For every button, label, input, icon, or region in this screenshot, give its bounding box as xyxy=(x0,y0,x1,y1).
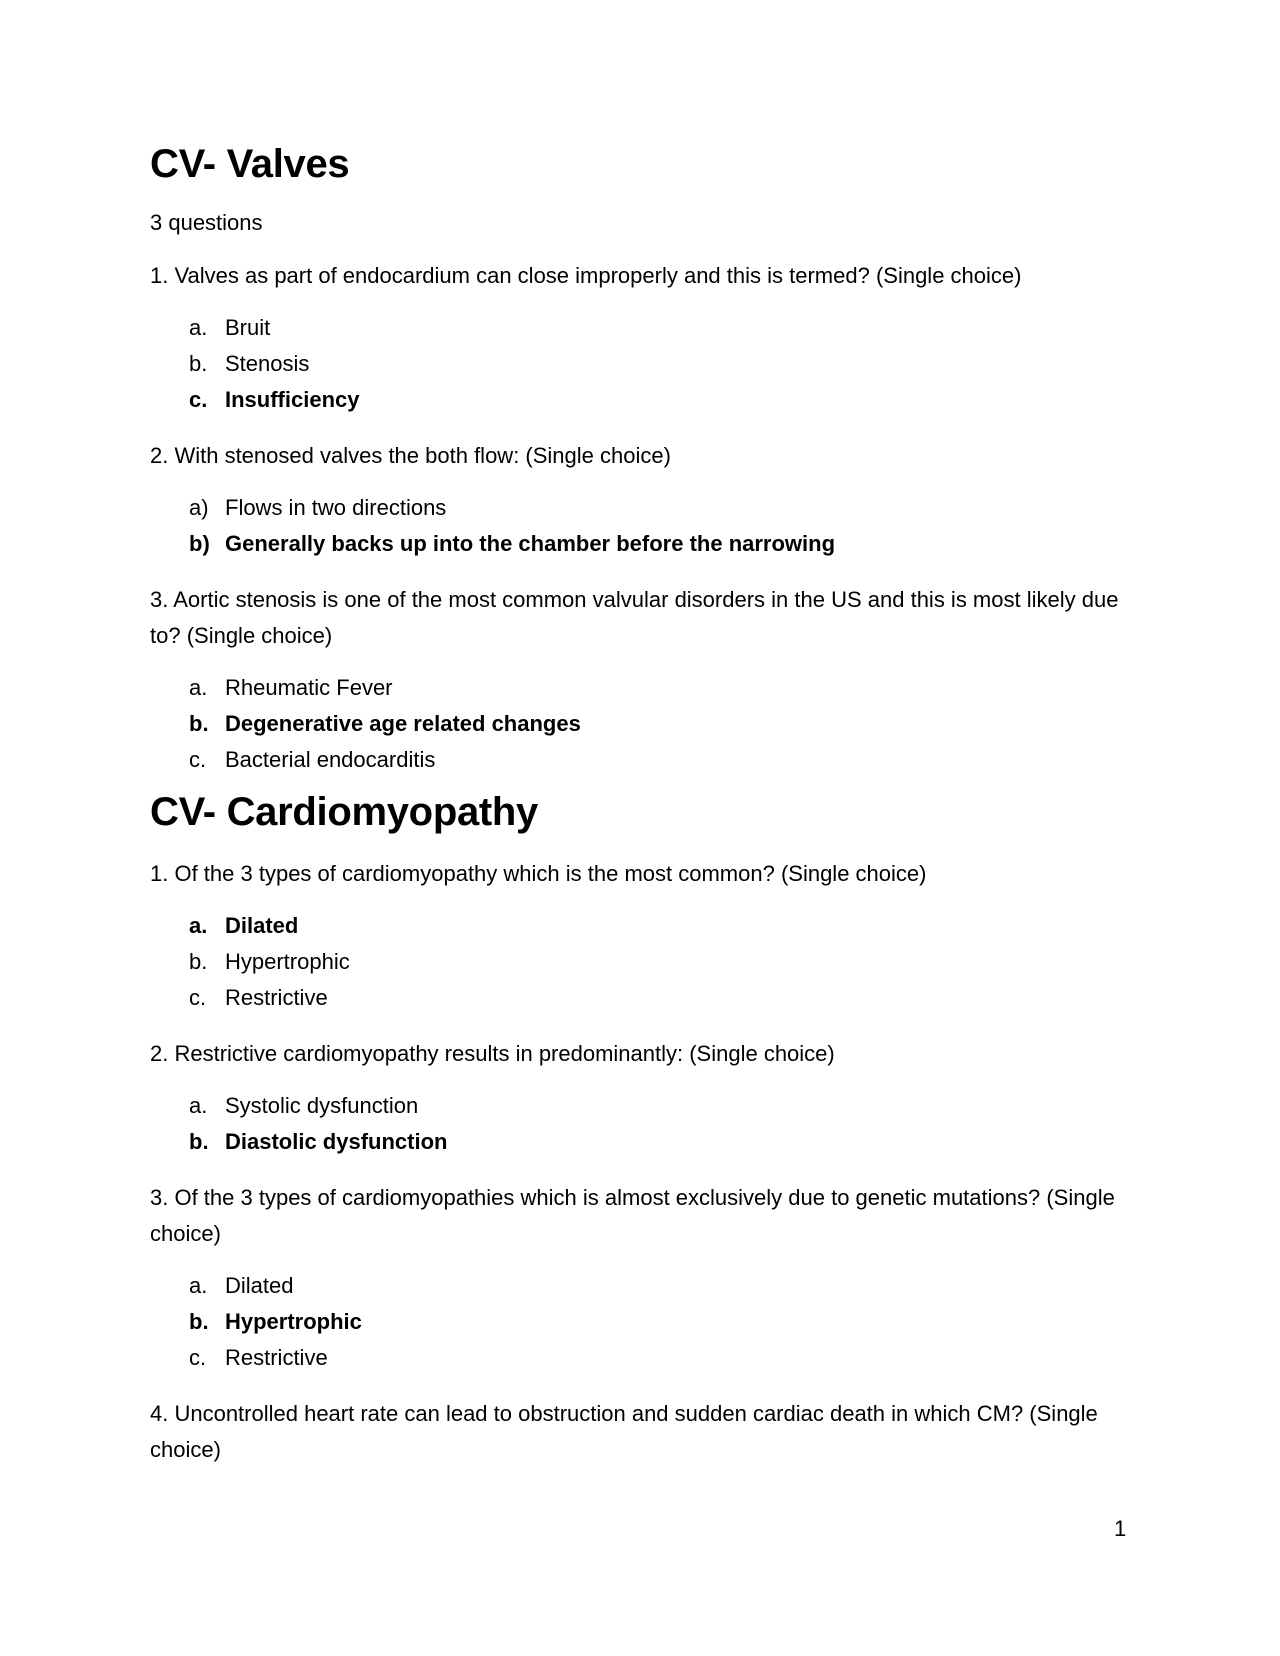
option-item-correct xyxy=(189,1124,1130,1160)
option-text: Generally backs up into the chamber before the narrowing xyxy=(225,531,836,556)
option-item xyxy=(189,670,1130,706)
option-item xyxy=(189,1340,1130,1376)
option-text: Insufficiency xyxy=(225,387,360,412)
option-text: Bacterial endocarditis xyxy=(225,747,436,772)
option-item-correct xyxy=(189,706,1130,742)
question-text: 4. Uncontrolled heart rate can lead to obstruction and sudden cardiac death in which CM? (Single choice) xyxy=(150,1401,1098,1462)
option-marker: b. xyxy=(189,949,208,974)
section-title: CV- Cardiomyopathy xyxy=(150,790,538,834)
document-page xyxy=(150,140,1130,1468)
option-list xyxy=(150,1088,1130,1160)
section-valves xyxy=(150,140,1130,778)
option-text: Restrictive xyxy=(225,1345,328,1370)
page-number: 1 xyxy=(1114,1516,1127,1541)
option-list xyxy=(150,1268,1130,1376)
question-text: 3. Aortic stenosis is one of the most common valvular disorders in the US and this is most likely due to? (Single choice) xyxy=(150,587,1119,648)
option-item xyxy=(189,944,1130,980)
option-marker: b. xyxy=(189,711,209,736)
option-marker: a. xyxy=(189,913,208,938)
question-text: 2. With stenosed valves the both flow: (Single choice) xyxy=(150,443,671,468)
option-text: Dilated xyxy=(225,913,299,938)
question-text: 1. Of the 3 types of cardiomyopathy which is the most common? (Single choice) xyxy=(150,861,927,886)
option-item-correct xyxy=(189,382,1130,418)
question-count: 3 questions xyxy=(150,210,263,235)
question-text: 1. Valves as part of endocardium can close improperly and this is termed? (Single choice) xyxy=(150,263,1022,288)
option-text: Hypertrophic xyxy=(225,1309,362,1334)
option-item xyxy=(189,1268,1130,1304)
section-title: CV- Valves xyxy=(150,142,350,186)
section-cardiomyopathy xyxy=(150,788,1130,1468)
option-item-correct xyxy=(189,1304,1130,1340)
option-marker: c. xyxy=(189,1345,207,1370)
option-text: Rheumatic Fever xyxy=(225,675,393,700)
option-marker: b) xyxy=(189,531,210,556)
option-marker: a) xyxy=(189,495,209,520)
option-text: Bruit xyxy=(225,315,271,340)
option-item xyxy=(189,1088,1130,1124)
option-list xyxy=(150,490,1130,562)
option-marker: a. xyxy=(189,675,208,700)
option-text: Degenerative age related changes xyxy=(225,711,581,736)
option-text: Restrictive xyxy=(225,985,328,1010)
option-marker: b. xyxy=(189,351,208,376)
option-marker: c. xyxy=(189,387,208,412)
option-marker: a. xyxy=(189,1093,208,1118)
option-marker: c. xyxy=(189,985,207,1010)
option-item xyxy=(189,346,1130,382)
option-item xyxy=(189,742,1130,778)
option-list xyxy=(150,908,1130,1016)
option-text: Systolic dysfunction xyxy=(225,1093,419,1118)
question-text: 3. Of the 3 types of cardiomyopathies which is almost exclusively due to genetic mutations? (Single choice) xyxy=(150,1185,1115,1246)
option-text: Dilated xyxy=(225,1273,294,1298)
question-text: 2. Restrictive cardiomyopathy results in predominantly: (Single choice) xyxy=(150,1041,835,1066)
option-item xyxy=(189,980,1130,1016)
option-item xyxy=(189,310,1130,346)
option-marker: a. xyxy=(189,1273,208,1298)
option-marker: a. xyxy=(189,315,208,340)
option-marker: b. xyxy=(189,1129,209,1154)
option-item-correct xyxy=(189,526,1130,562)
option-text: Flows in two directions xyxy=(225,495,447,520)
option-item xyxy=(189,490,1130,526)
option-list xyxy=(150,310,1130,418)
option-list xyxy=(150,670,1130,778)
option-item-correct xyxy=(189,908,1130,944)
option-text: Hypertrophic xyxy=(225,949,350,974)
option-marker: c. xyxy=(189,747,207,772)
option-marker: b. xyxy=(189,1309,209,1334)
option-text: Stenosis xyxy=(225,351,310,376)
option-text: Diastolic dysfunction xyxy=(225,1129,448,1154)
